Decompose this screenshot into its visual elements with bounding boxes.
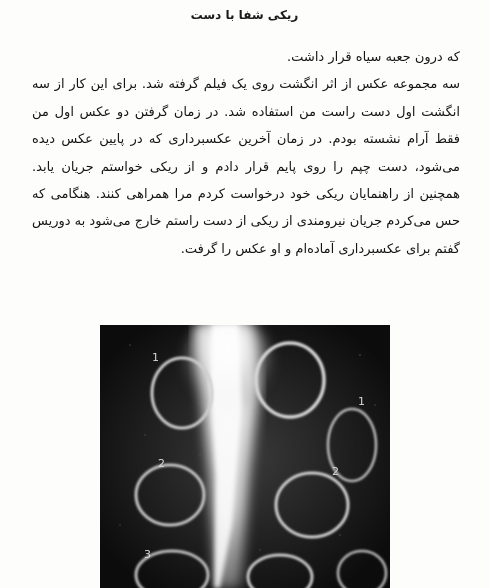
running-header: ریکی شفا با دست [190, 8, 299, 22]
paragraph-continuation: که درون جعبه سیاه قرار داشت. [287, 50, 460, 65]
body-text [32, 44, 460, 263]
kirlian-photograph [100, 325, 390, 588]
figure-label: 3 [144, 548, 151, 561]
photo-svg [100, 325, 390, 588]
figure-label: 1 [152, 351, 159, 364]
figure-label: 2 [158, 457, 165, 470]
figure-label: 2 [332, 465, 339, 478]
paragraph-main: سه مجموعه عکس از اثر انگشت روی یک فیلم گرفته شد. برای این کار از سه انگشت اول دست راست من استفاده شد. در زمان گرفتن دو عکس اول من فقط آرام نشسته بودم. در زمان آخرین عکسبرداری که در پایین عکس دیده می‌شود، دست چپم را روی پایم قرار دادم و از ریکی خواستم جریان یابد. همچنین از راهنمایان ریکی خود درخواست کردم مرا همراهی کنند. هنگامی که حس می‌کردم جریان نیرومندی از ریکی از دست راستم خارج می‌شود به دوریس گفتم برای عکسبرداری آماده‌ام و او عکس را گرفت. [32, 77, 460, 257]
figure-label: 1 [358, 395, 365, 408]
